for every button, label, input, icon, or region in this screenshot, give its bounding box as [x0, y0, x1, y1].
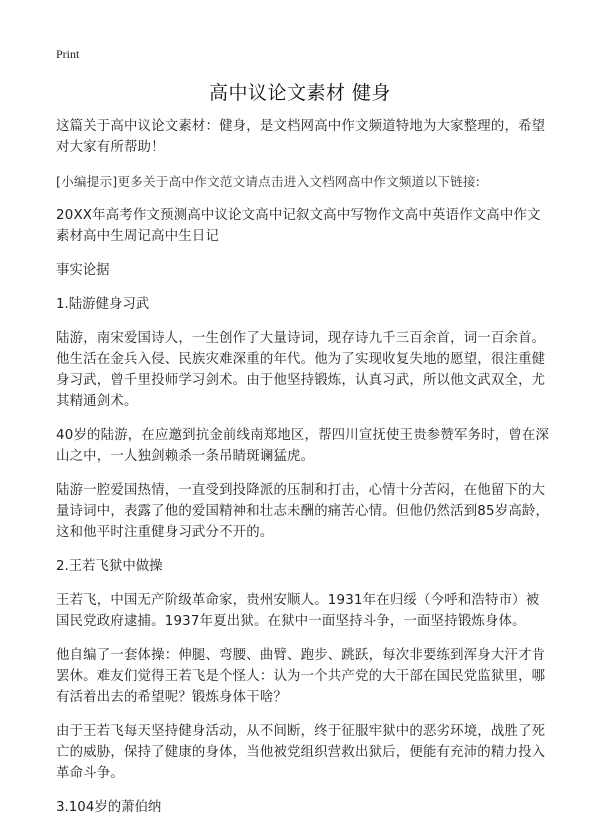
case1-paragraph-2: 40岁的陆游，在应邀到抗金前线南郑地区，帮四川宣抚使王贵参赞军务时，曾在深山之中，一人独剑赖杀一条吊睛斑谰猛虎。: [56, 428, 550, 464]
case2-paragraph-2: 他自编了一套体操：伸腿、弯腰、曲臂、跑步、跳跃，每次非要练到浑身大汗才肯罢休。难友们觉得王若飞是个怪人：认为一个共产党的大干部在国民党监狱里，哪有活着出去的希望呢？锻炼身体干啥？: [56, 648, 546, 705]
intro-paragraph: 这篇关于高中议论文素材：健身，是文档网高中作文频道特地为大家整理的，希望对大家有所帮助！: [56, 119, 546, 155]
case1-paragraph-1: 陆游，南宋爱国诗人，一生创作了大量诗词，现存诗九千三百余首，词一百余首。他生活在金兵入侵、民族灾难深重的年代。他为了实现收复失地的愿望，很注重健身习武，曾千里投师学习剑术。由于他坚持锻炼，认真习武，所以他文武双全，尤其精通剑术。: [56, 331, 546, 409]
case2-paragraph-1: 王若飞，中国无产阶级革命家，贵州安顺人。1931年在归绥（今呼和浩特市）被国民党政府逮捕。1937年夏出狱。在狱中一面坚持斗争，一面坚持锻炼身体。: [56, 593, 540, 629]
page-title: 高中议论文素材 健身: [208, 82, 392, 104]
related-links-line: 20XX年高考作文预测高中议论文高中记叙文高中写物作文高中英语作文高中作文素材高中生周记高中生日记: [56, 208, 541, 244]
case3-heading: 3.104岁的萧伯纳: [56, 800, 162, 815]
section-heading: 事实论据: [56, 263, 110, 278]
print-link[interactable]: Print: [56, 47, 80, 61]
article-body: [56, 116, 552, 831]
case2-paragraph-3: 由于王若飞每天坚持健身活动，从不间断，终于征服牢狱中的恶劣环境，战胜了死亡的威胁，保持了健康的身体，当他被党组织营救出狱后，便能有充沛的精力投入革命斗争。: [56, 724, 546, 781]
case1-heading: 1.陆游健身习武: [56, 297, 150, 312]
case2-heading: 2.王若飞狱中做操: [56, 559, 163, 574]
editor-tip: [小编提示]更多关于高中作文范文请点击进入文档网高中作文频道以下链接:: [56, 174, 481, 189]
case1-paragraph-3: 陆游一腔爱国热情，一直受到投降派的压制和打击，心情十分苦闷，在他留下的大量诗词中，表露了他的爱国精神和壮志未酬的痛苦心情。但他仍然活到85岁高龄，这和他平时注重健身习武分不开的。: [56, 483, 550, 540]
